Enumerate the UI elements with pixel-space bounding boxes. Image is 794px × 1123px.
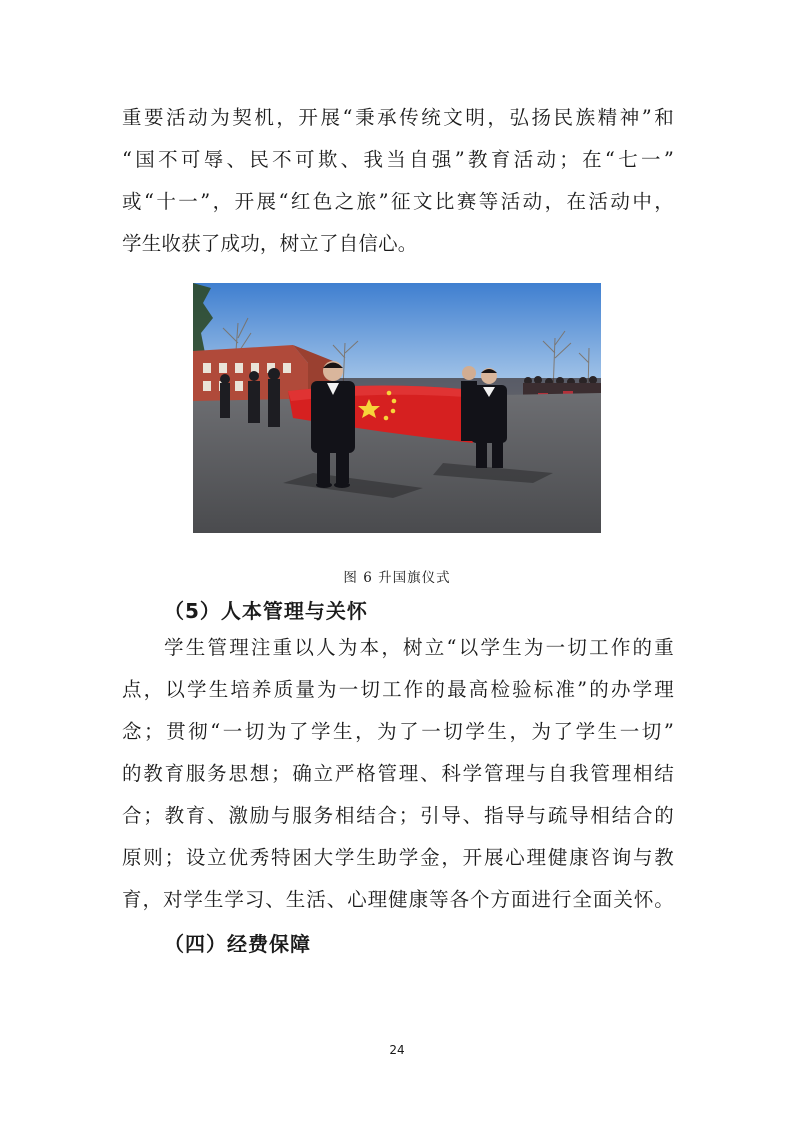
page-number: 24: [389, 1043, 405, 1057]
paragraph-line: 育，对学生学习、生活、心理健康等各个方面进行全面关怀。: [122, 888, 674, 911]
paragraph-line: 点，以学生培养质量为一切工作的最高检验标准”的办学理: [122, 678, 674, 701]
paragraph-line: 的教育服务思想；确立严格管理、科学管理与自我管理相结: [122, 762, 674, 785]
section-heading: （四）经费保障: [164, 932, 311, 956]
paragraph-line: 念；贯彻“一切为了学生，为了一切学生，为了学生一切”: [122, 720, 674, 743]
figure-caption: 图 6 升国旗仪式: [343, 570, 451, 586]
paragraph-line: 重要活动为契机，开展“秉承传统文明，弘扬民族精神”和: [122, 106, 674, 129]
paragraph-line: 原则；设立优秀特困大学生助学金，开展心理健康咨询与教: [122, 846, 674, 869]
paragraph-line: 合；教育、激励与服务相结合；引导、指导与疏导相结合的: [122, 804, 674, 827]
paragraph-line: “国不可辱、民不可欺、我当自强”教育活动；在“七一”: [122, 148, 674, 171]
paragraph-line: 学生收获了成功，树立了自信心。: [122, 232, 418, 255]
paragraph-line: 学生管理注重以人为本，树立“以学生为一切工作的重: [164, 636, 674, 659]
section-heading: （5）人本管理与关怀: [164, 599, 368, 623]
paragraph-line: 或“十一”，开展“红色之旅”征文比赛等活动，在活动中，: [122, 190, 674, 213]
flag-ceremony-photo: [193, 283, 601, 533]
